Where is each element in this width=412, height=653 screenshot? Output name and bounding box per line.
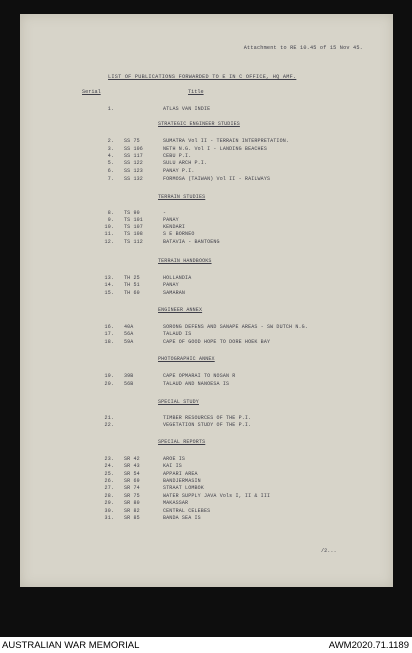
publication-title: CENTRAL CELEBES — [163, 508, 211, 514]
serial-number: 3. — [107, 146, 114, 152]
publication-title: SUMATRA Vol II - TERRAIN INTERPRETATION. — [163, 138, 290, 144]
publication-code: SR 42 — [124, 456, 140, 462]
document-title: LIST OF PUBLICATIONS FORWARDED TO E IN C OFFICE, HQ AMF. — [108, 74, 297, 80]
publication-code: SS 132 — [124, 176, 143, 182]
accession-number: AWM2020.71.1189 — [328, 640, 409, 651]
publication-title: AROE IS — [163, 456, 186, 462]
publication-title: S E BORNEO — [163, 231, 195, 237]
attachment-reference: Attachment to RE 10.45 of 15 Nov 45. — [243, 45, 363, 51]
serial-number: 19. — [104, 373, 114, 379]
serial-number: 20. — [104, 381, 114, 387]
publication-code: SR 43 — [124, 463, 140, 469]
serial-number: 22. — [104, 422, 114, 428]
serial-number: 31. — [104, 515, 114, 521]
serial-number: 6. — [107, 168, 114, 174]
publication-code: SR 82 — [124, 508, 140, 514]
publication-code: 39B — [124, 373, 134, 379]
publication-title: PANAY — [163, 282, 179, 288]
publication-title: MAKASSAR — [163, 500, 189, 506]
section-heading: SPECIAL STUDY — [158, 399, 199, 405]
publication-title: CEBU P.I. — [163, 153, 192, 159]
publication-title: KAI IS — [163, 463, 182, 469]
publication-title: STRAAT LOMBOK — [163, 485, 204, 491]
serial-number: 10. — [104, 224, 114, 230]
publication-code: TS 101 — [124, 217, 143, 223]
section-heading: STRATEGIC ENGINEER STUDIES — [158, 121, 240, 127]
section-heading: PHOTOGRAPHIC ANNEX — [158, 356, 215, 362]
publication-title: SAMARAN — [163, 290, 186, 296]
publication-code: 40A — [124, 324, 134, 330]
publication-code: SS 123 — [124, 168, 143, 174]
serial-number: 9. — [107, 217, 114, 223]
page-continuation: /2... — [321, 548, 337, 554]
publication-code: TS 107 — [124, 224, 143, 230]
publication-code: SS 117 — [124, 153, 143, 159]
serial-number: 15. — [104, 290, 114, 296]
title-column-header: Title — [188, 89, 204, 95]
publication-code: 56A — [124, 331, 134, 337]
publication-title: WATER SUPPLY JAVA Vols I, II & III — [163, 493, 271, 499]
publication-title: CAPE OPMARAI TO NOSAN R — [163, 373, 236, 379]
serial-number: 11. — [104, 231, 114, 237]
publication-title: TALAUD AND NANOESA IS — [163, 381, 230, 387]
section-heading: TERRAIN HANDBOOKS — [158, 258, 212, 264]
publication-title: PANAY — [163, 217, 179, 223]
publication-title: BANDJERMASIN — [163, 478, 201, 484]
publication-title: BATAVIA - BANTOENG — [163, 239, 220, 245]
publication-code: SS 106 — [124, 146, 143, 152]
publication-title: VEGETATION STUDY OF THE P.I. — [163, 422, 252, 428]
serial-number: 2. — [107, 138, 114, 144]
serial-number: 8. — [107, 210, 114, 216]
document-page — [20, 14, 393, 587]
section-heading: SPECIAL REPORTS — [158, 439, 206, 445]
publication-title: PANAY P.I. — [163, 168, 195, 174]
serial-number: 12. — [104, 239, 114, 245]
serial-number: 18. — [104, 339, 114, 345]
serial-number: 30. — [104, 508, 114, 514]
publication-code: SR 54 — [124, 471, 140, 477]
serial-number: 27. — [104, 485, 114, 491]
publication-code: 56B — [124, 381, 134, 387]
serial-number: 5. — [107, 160, 114, 166]
serial-number: 25. — [104, 471, 114, 477]
publication-code: SS 75 — [124, 138, 140, 144]
publication-title: TALAUD IS — [163, 331, 192, 337]
publication-code: SR 69 — [124, 478, 140, 484]
serial-number: 1. — [107, 106, 114, 112]
publication-title: TIMBER RESOURCES OF THE P.I. — [163, 415, 252, 421]
serial-number: 4. — [107, 153, 114, 159]
publication-code: TS 108 — [124, 231, 143, 237]
serial-number: 26. — [104, 478, 114, 484]
section-heading: ENGINEER ANNEX — [158, 307, 203, 313]
publication-title: - — [163, 210, 167, 216]
publication-code: SR 80 — [124, 500, 140, 506]
publication-code: TH 51 — [124, 282, 140, 288]
publication-title: NETH N.G. Vol I - LANDING BEACHES — [163, 146, 267, 152]
publication-title: HOLLANDIA — [163, 275, 192, 281]
publication-code: TS 90 — [124, 210, 140, 216]
serial-number: 16. — [104, 324, 114, 330]
publication-title: FORMOSA (TAIWAN) Vol II - RAILWAYS — [163, 176, 271, 182]
serial-column-header: Serial — [82, 89, 101, 95]
section-heading: TERRAIN STUDIES — [158, 194, 206, 200]
publication-title: KENDARI — [163, 224, 186, 230]
serial-number: 17. — [104, 331, 114, 337]
publication-title: APPARI AREA — [163, 471, 198, 477]
publication-code: SS 122 — [124, 160, 143, 166]
serial-number: 23. — [104, 456, 114, 462]
publication-code: TS 112 — [124, 239, 143, 245]
publication-code: TH 60 — [124, 290, 140, 296]
publication-code: SR 85 — [124, 515, 140, 521]
serial-number: 21. — [104, 415, 114, 421]
serial-number: 14. — [104, 282, 114, 288]
serial-number: 13. — [104, 275, 114, 281]
publication-code: SR 74 — [124, 485, 140, 491]
serial-number: 24. — [104, 463, 114, 469]
publication-title: BANDA SEA IS — [163, 515, 201, 521]
publication-title: SORONG DEFENS AND SANAPE AREAS - SW DUTCH N.G. — [163, 324, 308, 330]
publication-code: SR 75 — [124, 493, 140, 499]
publication-title: ATLAS VAN INDIE — [163, 106, 211, 112]
publication-title: SULU ARCH P.I. — [163, 160, 208, 166]
publication-code: 59A — [124, 339, 134, 345]
serial-number: 7. — [107, 176, 114, 182]
serial-number: 28. — [104, 493, 114, 499]
footer-bar — [0, 637, 412, 653]
institution-name: AUSTRALIAN WAR MEMORIAL — [2, 640, 140, 651]
publication-code: TH 25 — [124, 275, 140, 281]
publication-title: CAPE OF GOOD HOPE TO DORE HOEK BAY — [163, 339, 271, 345]
serial-number: 29. — [104, 500, 114, 506]
